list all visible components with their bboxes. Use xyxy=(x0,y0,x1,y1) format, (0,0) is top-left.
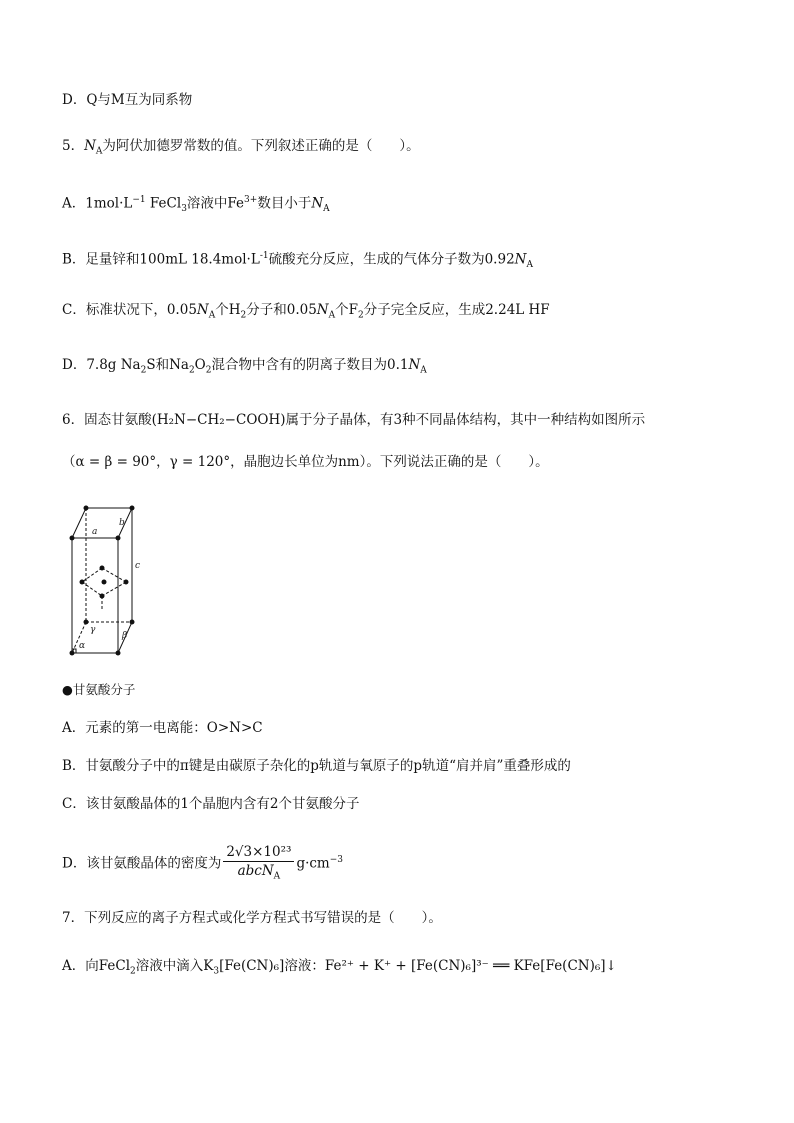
glycine-formula: (H₂N−CH₂−COOH) xyxy=(151,412,286,428)
subscript: A xyxy=(526,260,533,271)
option-text: 硫酸充分反应，生成的气体分子数为0.92 xyxy=(268,251,515,268)
label-beta: β xyxy=(122,631,128,641)
label-gamma: γ xyxy=(90,625,96,635)
option-text: O xyxy=(194,357,206,373)
label-a: a xyxy=(92,527,98,537)
option-text: FeCl xyxy=(145,195,182,212)
q5-option-d xyxy=(62,355,427,381)
q6-stem-text: 6．固态甘氨酸 xyxy=(62,412,152,428)
q5-number: 5． xyxy=(62,138,85,154)
subscript: 2 xyxy=(357,310,364,321)
q5-option-a xyxy=(62,190,330,219)
subscript: 2 xyxy=(140,365,147,376)
superscript: -1 xyxy=(259,251,269,261)
subscript: A xyxy=(273,871,281,882)
figure-legend: ●甘氨酸分子 xyxy=(62,682,136,697)
option-text: 混合物中含有的阴离子数目为0.1 xyxy=(211,357,409,373)
na-symbol: N xyxy=(311,195,324,212)
label-alpha: α xyxy=(79,641,86,651)
option-text: 1mol·L xyxy=(85,195,133,212)
reaction-equation: Fe²⁺ + K⁺ + [Fe(CN)₆]³⁻ ══ KFe[Fe(CN)₆]↓ xyxy=(324,958,617,974)
fraction-denominator xyxy=(223,862,294,885)
option-text: 溶液： xyxy=(284,958,325,974)
complex-ion: [Fe(CN)₆] xyxy=(219,958,285,974)
na-symbol: N xyxy=(196,302,209,318)
option-text: 7.8g Na xyxy=(86,357,141,373)
subscript: A xyxy=(208,310,216,321)
option-text: 溶液中滴入K xyxy=(135,958,214,974)
crystal-cell-figure xyxy=(62,498,162,663)
option-text: 溶液中Fe xyxy=(186,195,245,212)
q6-stem-text: 属于分子晶体，有3种不同晶体结构，其中一种结构如图所示 xyxy=(285,412,646,428)
q6-option-a: A．元素的第一电离能：O>N>C xyxy=(62,720,263,736)
q5-option-b xyxy=(62,246,533,275)
subscript: 3 xyxy=(213,966,220,977)
density-fraction xyxy=(223,844,294,885)
q6-stem-line2: （α = β = 90°，γ = 120°，晶胞边长单位为nm）。下列说法正确的是（ ）。 xyxy=(62,454,549,470)
q6-option-b: B．甘氨酸分子中的π键是由碳原子杂化的p轨道与氧原子的p轨道“肩并肩”重叠形成的 xyxy=(62,758,571,774)
subscript: 2 xyxy=(188,365,195,376)
denominator-text: abcN xyxy=(237,862,274,879)
option-text: 分子和0.05 xyxy=(246,302,317,318)
option-text: A．向FeCl xyxy=(62,958,131,974)
na-subscript: A xyxy=(95,146,103,157)
subscript: 2 xyxy=(130,966,136,977)
superscript: −3 xyxy=(329,855,344,865)
option-text: S和Na xyxy=(146,357,189,373)
unit-text: g·cm xyxy=(296,855,330,872)
option-label: C． xyxy=(62,302,86,318)
option-text: 数目小于 xyxy=(257,195,312,212)
q6-option-c: C．该甘氨酸晶体的1个晶胞内含有2个甘氨酸分子 xyxy=(62,796,360,812)
q7-option-a xyxy=(62,956,617,982)
na-symbol: N xyxy=(514,251,527,268)
q5-stem-text: 为阿伏加德罗常数的值。下列叙述正确的是（ ）。 xyxy=(102,138,420,154)
option-text: 分子完全反应，生成2.24L HF xyxy=(363,302,550,318)
q4-option-d: D．Q与M互为同系物 xyxy=(62,92,193,108)
option-text: 个F xyxy=(335,302,358,318)
label-b: b xyxy=(119,518,125,528)
option-text: 标准状况下，0.05 xyxy=(85,302,197,318)
subscript: 2 xyxy=(240,310,247,321)
fraction-numerator: 2√3×10²³ xyxy=(223,844,294,862)
option-text: 个H xyxy=(215,302,241,318)
q5-option-c xyxy=(62,300,550,326)
subscript: A xyxy=(328,310,336,321)
subscript: A xyxy=(323,204,330,215)
option-label: A． xyxy=(62,195,86,212)
label-c: c xyxy=(135,561,141,571)
subscript: A xyxy=(420,365,427,376)
na-symbol: N xyxy=(84,138,96,154)
q6-stem-line1 xyxy=(62,410,645,430)
na-symbol: N xyxy=(408,357,421,373)
superscript: 3+ xyxy=(244,195,258,205)
na-symbol: N xyxy=(316,302,329,318)
option-label: B． xyxy=(62,251,86,268)
subscript: 2 xyxy=(205,365,212,376)
subscript: 3 xyxy=(181,204,187,215)
q6-option-d xyxy=(62,838,343,886)
option-text: 足量锌和100mL 18.4mol·L xyxy=(85,251,260,268)
q7-stem: 7．下列反应的离子方程式或化学方程式书写错误的是（ ）。 xyxy=(62,910,442,926)
option-text: D．该甘氨酸晶体的密度为 xyxy=(62,855,222,872)
superscript: −1 xyxy=(132,195,146,205)
option-label: D． xyxy=(62,357,87,373)
q5-stem xyxy=(62,136,420,162)
